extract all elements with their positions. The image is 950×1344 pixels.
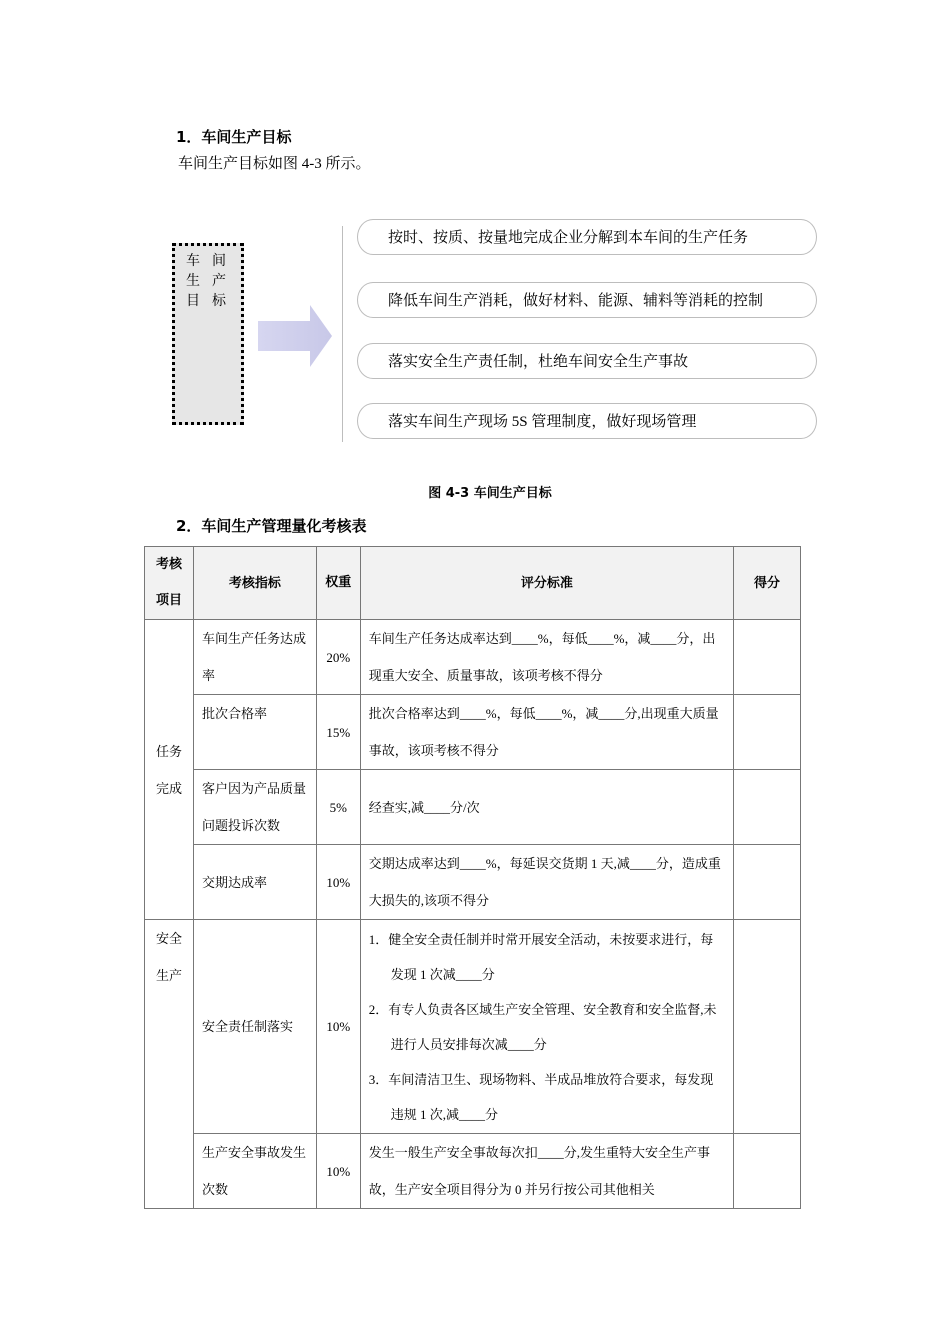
- score-cell[interactable]: [734, 920, 801, 1134]
- criteria-cell: 交期达成率达到____%，每延误交货期 1 天,减____分，造成重大损失的,该项不得分: [360, 845, 733, 920]
- box-char: 目: [186, 294, 200, 309]
- header-criteria: 评分标准: [360, 547, 733, 620]
- section-heading-2: 2．车间生产管理量化考核表: [176, 517, 367, 535]
- weight-cell: 10%: [316, 845, 360, 920]
- indicator-cell: 批次合格率: [193, 695, 316, 770]
- goal-item: 落实车间生产现场 5S 管理制度，做好现场管理: [357, 403, 817, 439]
- table-row: [145, 1134, 801, 1209]
- table-header-row: [145, 547, 801, 620]
- header-weight: 权重: [316, 547, 360, 620]
- score-cell[interactable]: [734, 1134, 801, 1209]
- workshop-goal-box: [172, 243, 244, 425]
- weight-cell: 10%: [316, 920, 360, 1134]
- box-char: 车: [186, 254, 200, 269]
- figure-caption: 图 4-3 车间生产目标: [428, 486, 552, 501]
- indicator-cell: 车间生产任务达成率: [193, 620, 316, 695]
- goal-item: 按时、按质、按量地完成企业分解到本车间的生产任务: [357, 219, 817, 255]
- criteria-cell: 车间生产任务达成率达到____%，每低____%，减____分，出现重大安全、质量事故，该项考核不得分: [360, 620, 733, 695]
- goal-bracket-line: [342, 226, 343, 442]
- box-char: 生: [186, 274, 200, 289]
- score-cell[interactable]: [734, 695, 801, 770]
- criteria-cell: 发生一般生产安全事故每次扣____分,发生重特大安全生产事故，生产安全项目得分为 0 并另行按公司其他相关: [360, 1134, 733, 1209]
- header-item: 考核项目: [145, 547, 194, 620]
- score-cell[interactable]: [734, 620, 801, 695]
- group-name: 任务完成: [145, 620, 194, 920]
- score-cell[interactable]: [734, 770, 801, 845]
- indicator-cell: 生产安全事故发生次数: [193, 1134, 316, 1209]
- weight-cell: 10%: [316, 1134, 360, 1209]
- table-row: [145, 845, 801, 920]
- box-char: 间: [212, 254, 226, 269]
- table-row: [145, 695, 801, 770]
- criteria-cell: 批次合格率达到____%，每低____%，减____分,出现重大质量事故，该项考核不得分: [360, 695, 733, 770]
- header-score: 得分: [734, 547, 801, 620]
- right-arrow-icon: [258, 305, 334, 367]
- criteria-list-item: 1．健全安全责任制并时常开展安全活动，未按要求进行，每发现 1 次减____分: [368, 931, 714, 982]
- goal-item: 降低车间生产消耗，做好材料、能源、辅料等消耗的控制: [357, 282, 817, 318]
- indicator-cell: 客户因为产品质量问题投诉次数: [193, 770, 316, 845]
- box-char: 标: [212, 294, 226, 309]
- criteria-list-item: 3．车间清洁卫生、现场物料、半成品堆放符合要求，每发现违规 1 次,减____分: [368, 1071, 714, 1122]
- criteria-cell: 经查实,减____分/次: [360, 770, 733, 845]
- box-char: 产: [212, 274, 226, 289]
- indicator-cell: 安全责任制落实: [193, 920, 316, 1134]
- table-row: [145, 620, 801, 695]
- section-intro-1: 车间生产目标如图 4-3 所示。: [178, 156, 371, 172]
- indicator-cell: 交期达成率: [193, 845, 316, 920]
- section-heading-1: 1．车间生产目标: [176, 128, 292, 146]
- table-row: [145, 920, 801, 1134]
- assessment-table: [144, 546, 801, 1209]
- goal-item: 落实安全生产责任制，杜绝车间安全生产事故: [357, 343, 817, 379]
- group-name: 安全生产: [145, 920, 194, 1209]
- header-indicator: 考核指标: [193, 547, 316, 620]
- criteria-list-item: 2．有专人负责各区域生产安全管理、安全教育和安全监督,未进行人员安排每次减____分: [368, 1001, 717, 1052]
- weight-cell: 15%: [316, 695, 360, 770]
- weight-cell: 20%: [316, 620, 360, 695]
- score-cell[interactable]: [734, 845, 801, 920]
- weight-cell: 5%: [316, 770, 360, 845]
- criteria-cell: [360, 920, 733, 1134]
- table-row: [145, 770, 801, 845]
